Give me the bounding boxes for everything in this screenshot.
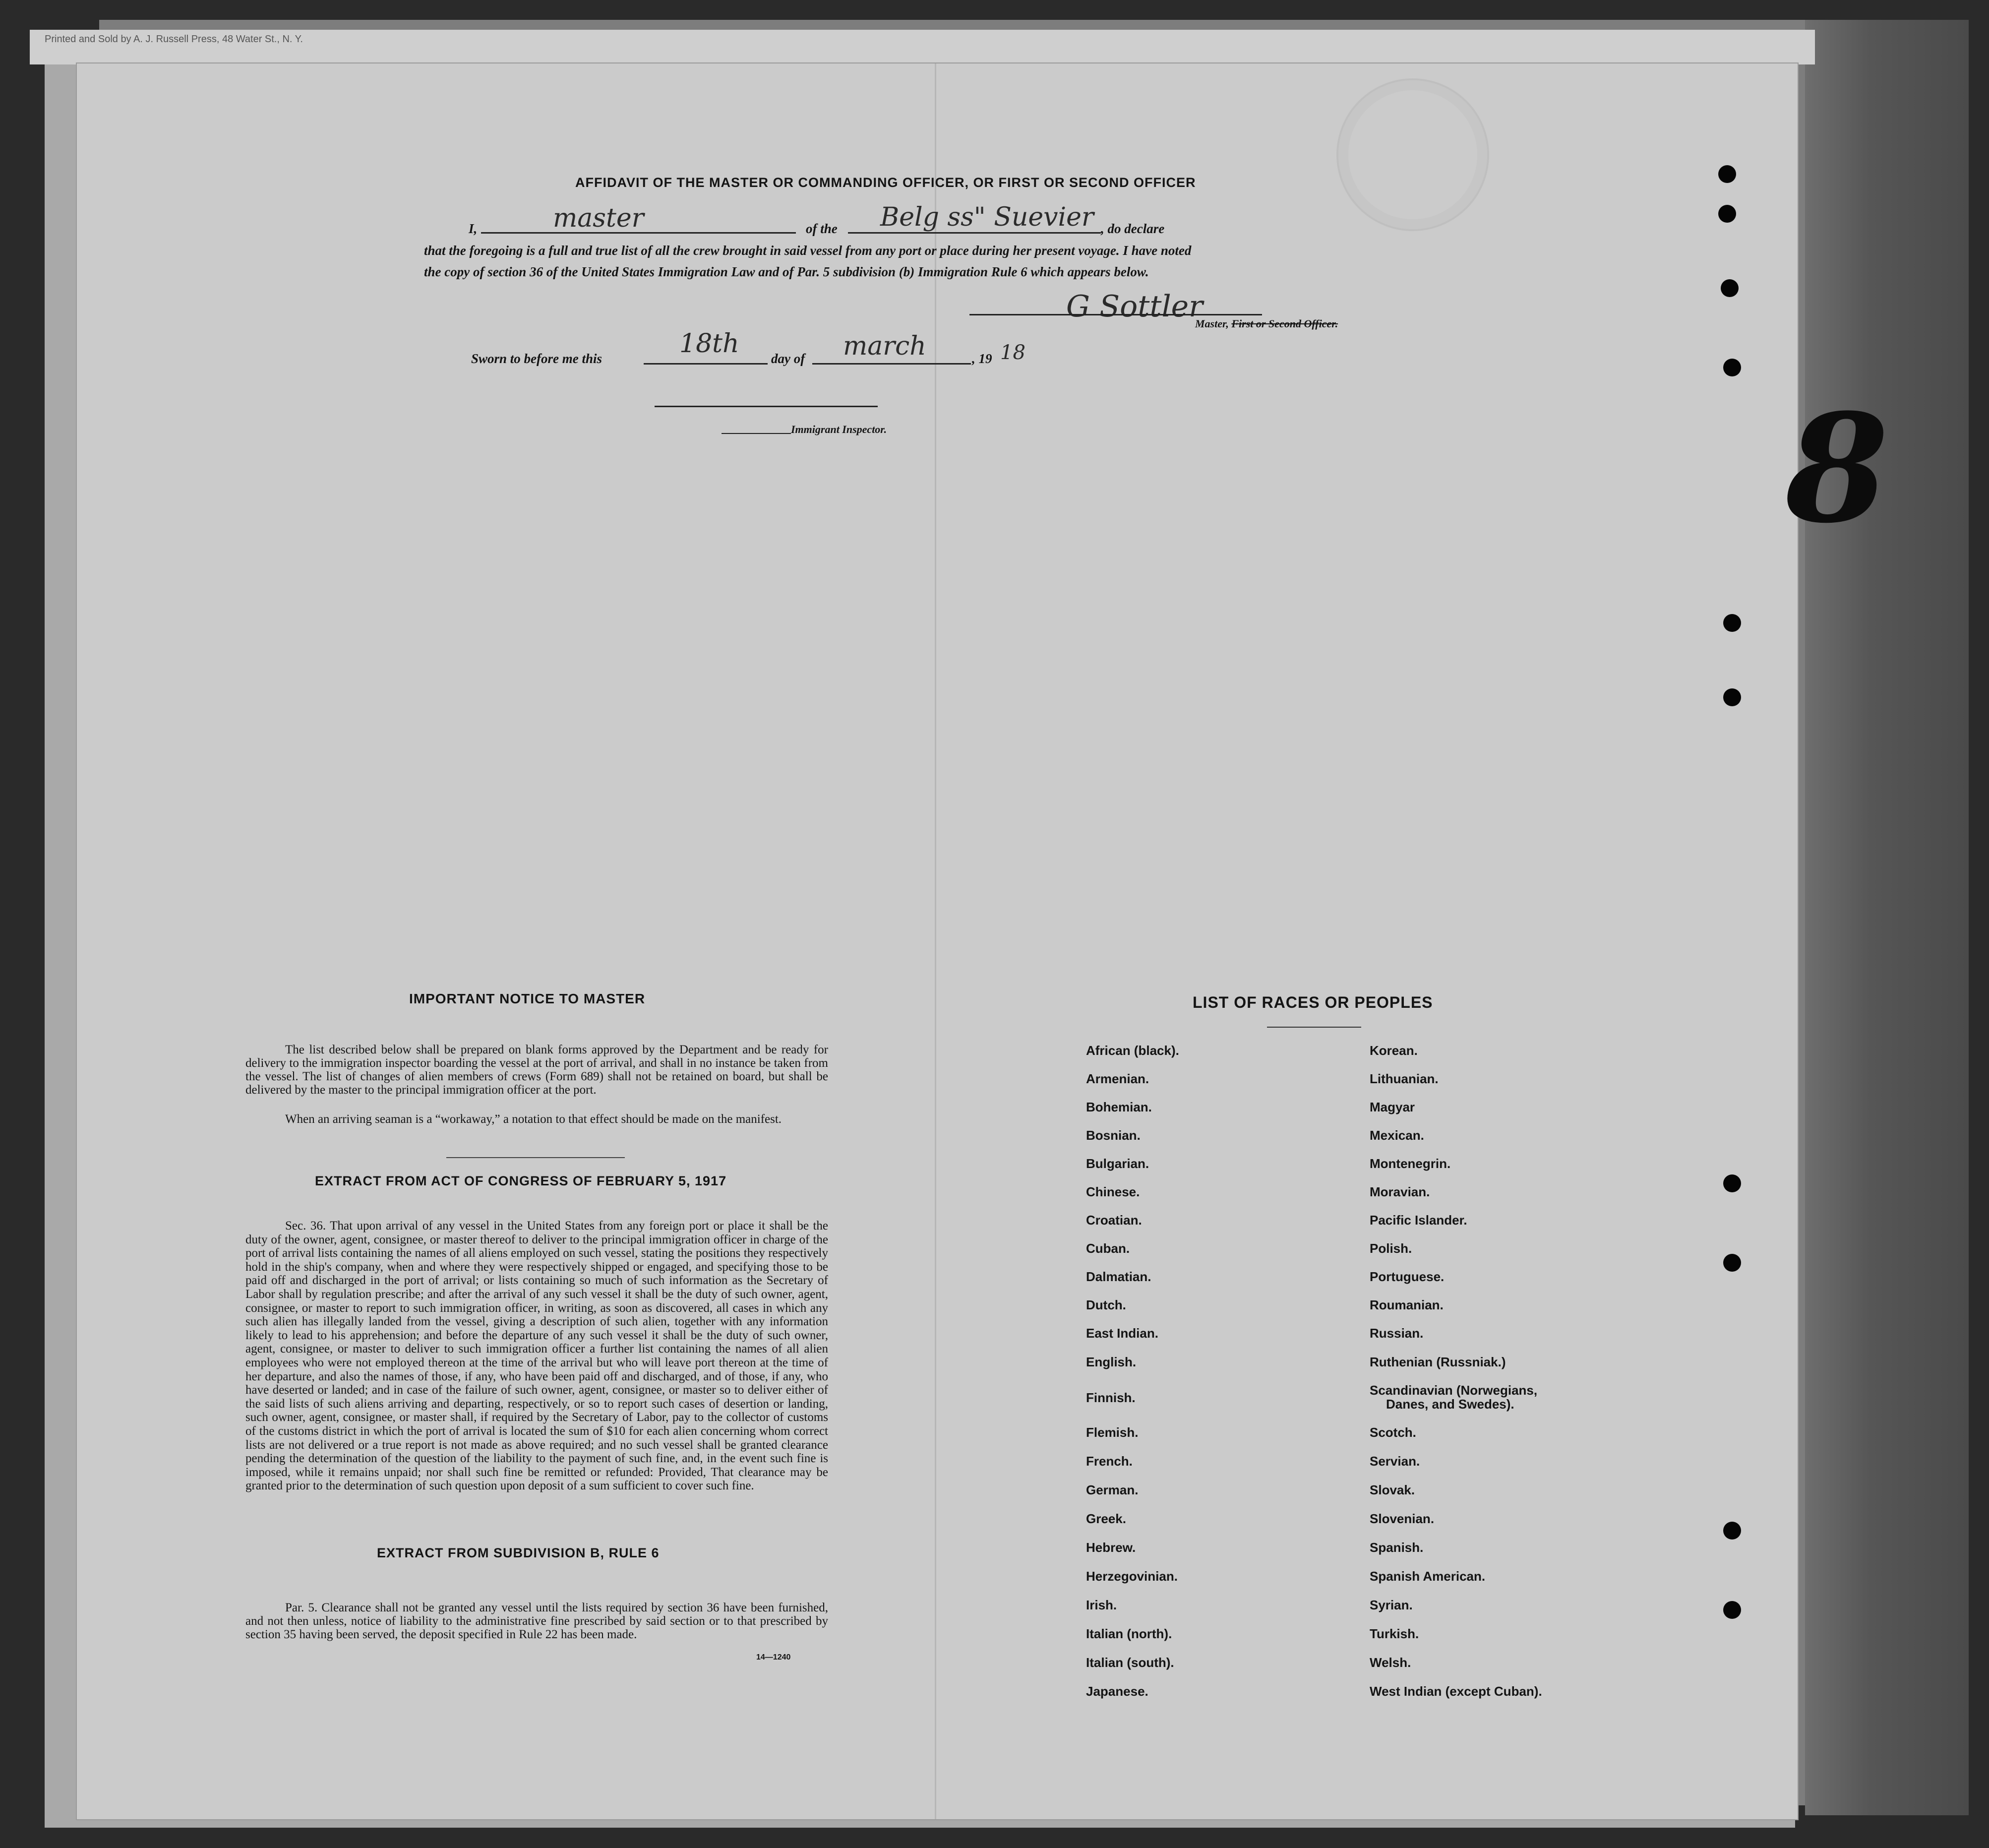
signature-label-master: Master, [1195, 317, 1229, 330]
punch-hole [1723, 1254, 1741, 1272]
race-item: Dalmatian. [1086, 1269, 1151, 1284]
race-item: Ruthenian (Russniak.) [1370, 1355, 1506, 1369]
races-divider [1267, 1027, 1361, 1028]
embossed-seal [1336, 78, 1489, 231]
notice-title: IMPORTANT NOTICE TO MASTER [409, 991, 646, 1006]
race-item: English. [1086, 1355, 1137, 1369]
races-title: LIST OF RACES OR PEOPLES [1193, 993, 1433, 1011]
affidavit-line-2: that the foregoing is a full and true list of all the crew brought in said vessel from any port or place during her present voyage. I have noted [424, 243, 1192, 258]
document-page [77, 63, 1889, 1819]
inspector-label: Immigrant Inspector. [791, 423, 887, 435]
sworn-month-line [812, 363, 971, 365]
race-item: Chinese. [1086, 1184, 1140, 1199]
race-item: Finnish. [1086, 1390, 1136, 1405]
race-item: Magyar [1370, 1100, 1415, 1114]
margin-page-number: 8 [1785, 381, 1889, 556]
race-item: French. [1086, 1454, 1133, 1469]
extract-1-title: EXTRACT FROM ACT OF CONGRESS OF FEBRUARY 5, 1917 [315, 1173, 727, 1188]
race-item: Herzegovinian. [1086, 1569, 1178, 1584]
sworn-month-handwritten: march [843, 331, 926, 361]
race-item: Scotch. [1370, 1425, 1416, 1440]
race-item: Croatian. [1086, 1213, 1142, 1228]
printer-strip [30, 30, 1815, 64]
extract-1-text: Sec. 36. That upon arrival of any vessel in the United States from any foreign port or place it shall be the duty of the owner, agent, consignee, or master thereof to deliver to the principal immigration officer in charge of the port of arrival lists containing the names of all aliens employed on such vessel, stating the positions they respectively hold in the ship's company, when and where they were respectively shipped or engaged, and specifying those to be paid off and discharged in the port of arrival; or lists containing so much of such information as the Secretary of Labor shall by regulation prescribe; and after the arrival of any such vessel it shall be the duty of such owner, agent, consignee, or master to report to such immigration officer, in writing, as soon as discovered, all cases in which any such alien has illegally landed from the vessel, giving a description of such alien, together with any information likely to lead to his apprehension; and before the departure of any such vessel it shall be the duty of such owner, agent, consignee, or master to deliver to such immigration officer a further list containing the names of all alien employees who were not employed thereon at the time of the arrival but who will leave port thereon at the time of her departure, and also the names of those, if any, who have been paid off and discharged, and of those, if any, who have deserted or landed; and in case of the failure of such owner, agent, consignee, or master so to deliver either of the said lists of such aliens arriving and departing, respectively, or so to report such cases of desertion or landing, such owner, agent, consignee, or master shall, if required by the Secretary of Labor, pay to the collector of customs of the customs district in which the port of arrival is located the sum of $10 for each alien concerning whom correct lists are not delivered or a true report is not made as above required; and no such vessel shall be granted clearance pending the determination of the question of the liability to the payment of such fine, and, in the event such fine is imposed, while it remains unpaid; nor shall such fine be remitted or refunded: Provided, That clearance may be granted prior to the determination of such question upon deposit of a sum sufficient to cover such fine. [245, 1219, 828, 1493]
race-item: Montenegrin. [1370, 1156, 1451, 1171]
affidavit-do-declare: , do declare [1101, 221, 1165, 236]
signature-label-struck: First or Second Officer. [1231, 317, 1338, 330]
printer-line: Printed and Sold by A. J. Russell Press, 48 Water St., N. Y. [45, 34, 303, 45]
sworn-year-handwritten: 18 [1000, 341, 1025, 364]
punch-hole [1723, 1522, 1741, 1540]
race-item: Syrian. [1370, 1598, 1413, 1612]
sworn-day-of: day of [771, 351, 805, 366]
race-item: Russian. [1370, 1326, 1424, 1341]
punch-hole [1723, 1601, 1741, 1619]
race-item: African (black). [1086, 1043, 1179, 1058]
punch-hole [1721, 279, 1739, 297]
race-item: Lithuanian. [1370, 1071, 1439, 1086]
extract-2-text: Par. 5. Clearance shall not be granted any vessel until the lists required by section 36 have been furnished, and not then unless, notice of liability to the administrative fine prescribed by said section or to that prescribed by section 35 having been served, the deposit specified in Rule 22 has been made. [245, 1601, 828, 1641]
inspector-signature-line [655, 406, 878, 407]
race-item: German. [1086, 1482, 1139, 1497]
race-item: Bohemian. [1086, 1100, 1152, 1114]
race-item: Greek. [1086, 1511, 1126, 1526]
race-item: Moravian. [1370, 1184, 1430, 1199]
rank-handwritten: master [553, 203, 644, 233]
race-item: Slovak. [1370, 1482, 1415, 1497]
race-item: Servian. [1370, 1454, 1420, 1469]
race-item: Spanish American. [1370, 1569, 1486, 1584]
race-item: Armenian. [1086, 1071, 1149, 1086]
punch-hole [1723, 359, 1741, 376]
race-item: Mexican. [1370, 1128, 1424, 1143]
race-item: Polish. [1370, 1241, 1412, 1256]
race-item: Pacific Islander. [1370, 1213, 1467, 1228]
signature-line [969, 314, 1262, 315]
vessel-line [848, 232, 1101, 234]
race-item: Flemish. [1086, 1425, 1139, 1440]
race-item: Turkish. [1370, 1626, 1419, 1641]
race-item: Danes, and Swedes). [1386, 1397, 1514, 1412]
race-item: Spanish. [1370, 1540, 1424, 1555]
race-item: Hebrew. [1086, 1540, 1136, 1555]
race-item: Italian (south). [1086, 1655, 1174, 1670]
punch-hole [1723, 688, 1741, 706]
race-item: Welsh. [1370, 1655, 1411, 1670]
inspector-short-line [722, 433, 791, 434]
punch-hole [1718, 205, 1736, 223]
center-fold [935, 63, 936, 1819]
affidavit-i-label: I, [469, 221, 478, 236]
race-item: Bosnian. [1086, 1128, 1141, 1143]
sworn-day-handwritten: 18th [679, 329, 739, 359]
notice-paragraph-1: The list described below shall be prepared on blank forms approved by the Department and be ready for delivery to the immigration inspector boarding the vessel at the port of arrival, and shall in no instance be taken from the vessel. The list of changes of alien members of crews (Form 689) shall not be retained on board, but shall be delivered by the master to the principal immigration officer at the port. [245, 1043, 828, 1097]
race-item: East Indian. [1086, 1326, 1158, 1341]
race-item: Cuban. [1086, 1241, 1130, 1256]
race-item: Italian (north). [1086, 1626, 1172, 1641]
race-item: Bulgarian. [1086, 1156, 1149, 1171]
sworn-label: Sworn to before me this [471, 351, 603, 366]
race-item: Dutch. [1086, 1297, 1126, 1312]
signature-label [1195, 317, 1338, 330]
race-item: West Indian (except Cuban). [1370, 1684, 1542, 1699]
notice-paragraph-2: When an arriving seaman is a “workaway,” a notation to that effect should be made on the manifest. [285, 1112, 782, 1126]
race-item: Slovenian. [1370, 1511, 1435, 1526]
race-item: Japanese. [1086, 1684, 1148, 1699]
race-item: Scandinavian (Norwegians, [1370, 1383, 1538, 1398]
race-item: Portuguese. [1370, 1269, 1445, 1284]
punch-hole [1723, 1174, 1741, 1192]
extract-2-title: EXTRACT FROM SUBDIVISION B, RULE 6 [377, 1545, 660, 1560]
race-item: Irish. [1086, 1598, 1117, 1612]
form-number: 14—1240 [756, 1653, 791, 1662]
affidavit-line-3: the copy of section 36 of the United States Immigration Law and of Par. 5 subdivision (b) Immigration Rule 6 which appears below. [424, 264, 1149, 279]
divider [446, 1157, 625, 1158]
master-signature: G Sottler [1066, 289, 1203, 324]
race-item: Korean. [1370, 1043, 1418, 1058]
race-item: Roumanian. [1370, 1297, 1444, 1312]
punch-hole [1718, 165, 1736, 183]
punch-hole [1723, 614, 1741, 632]
sworn-year-printed: , 19 [972, 351, 992, 366]
affidavit-of-the: of the [806, 221, 838, 236]
vessel-handwritten: Belg ss" Suevier [880, 202, 1094, 232]
sworn-day-line [644, 363, 768, 365]
affidavit-title: AFFIDAVIT OF THE MASTER OR COMMANDING OFFICER, OR FIRST OR SECOND OFFICER [575, 175, 1196, 190]
page-stack-edge [1805, 20, 1969, 1815]
